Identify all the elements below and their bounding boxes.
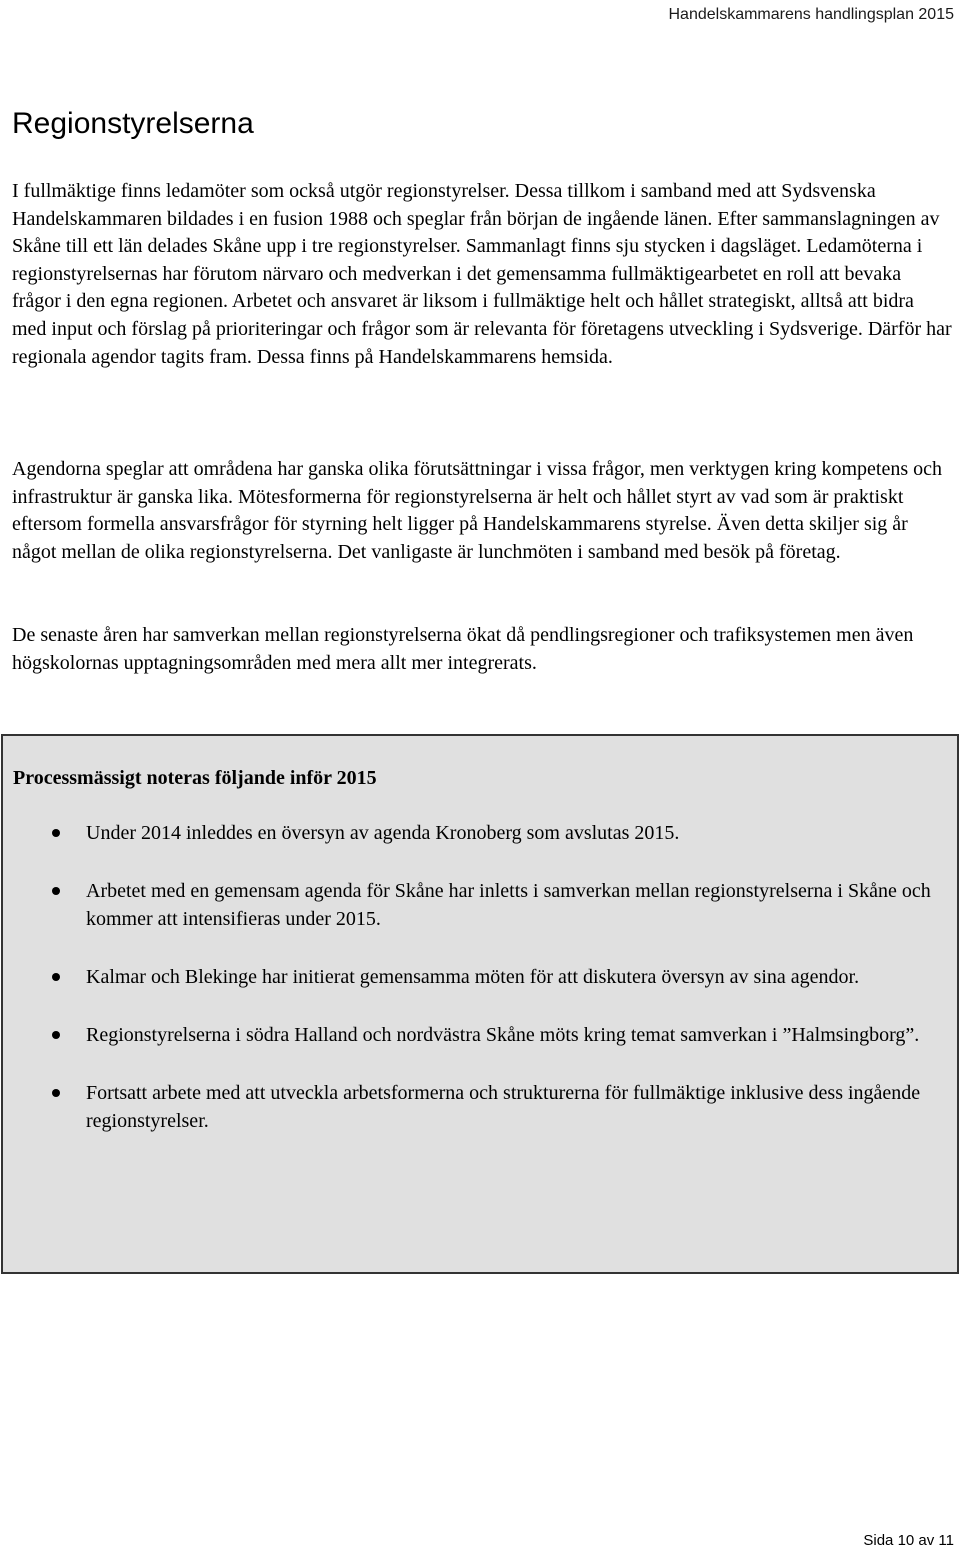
paragraph-regionstyrelser-intro: I fullmäktige finns ledamöter som också utgör regionstyrelser. Dessa tillkom i samband med att Sydsvenska Handelskammaren bildades i en fusion 1988 och speglar från början de ingående länen. Efter sammanslagningen av Skåne till ett län delades Skåne upp i tre regionstyrelser. Sammanlagt finns sju stycken i dagsläget. Ledamöterna i regionstyrelsernas har förutom närvaro och medverkan i det gemensamma fullmäktigearbetet en roll att bevaka frågor i den egna regionen. Arbetet och ansvaret är liksom i fullmäktige helt och hållet strategiskt, alltså att bidra med input och förslag på prioriteringar och frågor som är relevanta för företagens utveckling i Sydsverige. Därför har regionala agendor tagits fram. Dessa finns på Handelskammarens hemsida. xyxy=(12,180,952,368)
list-item xyxy=(3,963,943,991)
list-item-text: Arbetet med en gemensam agenda för Skåne har inletts i samverkan mellan regionstyrelserna i Skåne och kommer att intensifieras under 2015. xyxy=(86,880,931,930)
list-item xyxy=(3,1021,943,1049)
bullet-icon xyxy=(52,829,60,837)
list-item-text: Under 2014 inleddes en översyn av agenda Kronoberg som avslutas 2015. xyxy=(86,822,680,844)
bullet-icon xyxy=(52,973,60,981)
bullet-icon xyxy=(52,887,60,895)
list-item xyxy=(3,877,943,933)
running-header: Handelskammarens handlingsplan 2015 xyxy=(668,6,954,23)
bullet-icon xyxy=(52,1089,60,1097)
page-number: Sida 10 av 11 xyxy=(863,1532,954,1549)
list-item-text: Fortsatt arbete med att utveckla arbetsformerna och strukturerna för fullmäktige inklusive dess ingående regionstyrelser. xyxy=(86,1082,921,1132)
list-item-text: Regionstyrelserna i södra Halland och nordvästra Skåne möts kring temat samverkan i ”Halmsingborg”. xyxy=(86,1024,920,1046)
bullet-icon xyxy=(52,1031,60,1039)
paragraph-samverkan: De senaste åren har samverkan mellan regionstyrelserna ökat då pendlingsregioner och trafiksystemen men även högskolornas upptagningsområden med mera allt mer integrerats. xyxy=(12,624,914,674)
paragraph-agendor: Agendorna speglar att områdena har ganska olika förutsättningar i vissa frågor, men verktygen kring kompetens och infrastruktur är ganska lika. Mötesformerna för regionstyrelserna är helt och hållet styrt av vad som är praktiskt eftersom formella ansvarsfrågor för styrning helt ligger på Handelskammarens styrelse. Även detta skiljer sig år något mellan de olika regionstyrelserna. Det vanligaste är lunchmöten i samband med besök på företag. xyxy=(12,458,943,563)
list-item xyxy=(3,1079,943,1135)
summary-bullet-list xyxy=(3,819,943,1165)
process-summary-box xyxy=(1,734,959,1274)
summary-box-heading: Processmässigt noteras följande inför 2015 xyxy=(13,767,377,789)
list-item-text: Kalmar och Blekinge har initierat gemensamma möten för att diskutera översyn av sina agendor. xyxy=(86,966,860,988)
page-title: Regionstyrelserna xyxy=(12,107,254,140)
list-item xyxy=(3,819,943,847)
